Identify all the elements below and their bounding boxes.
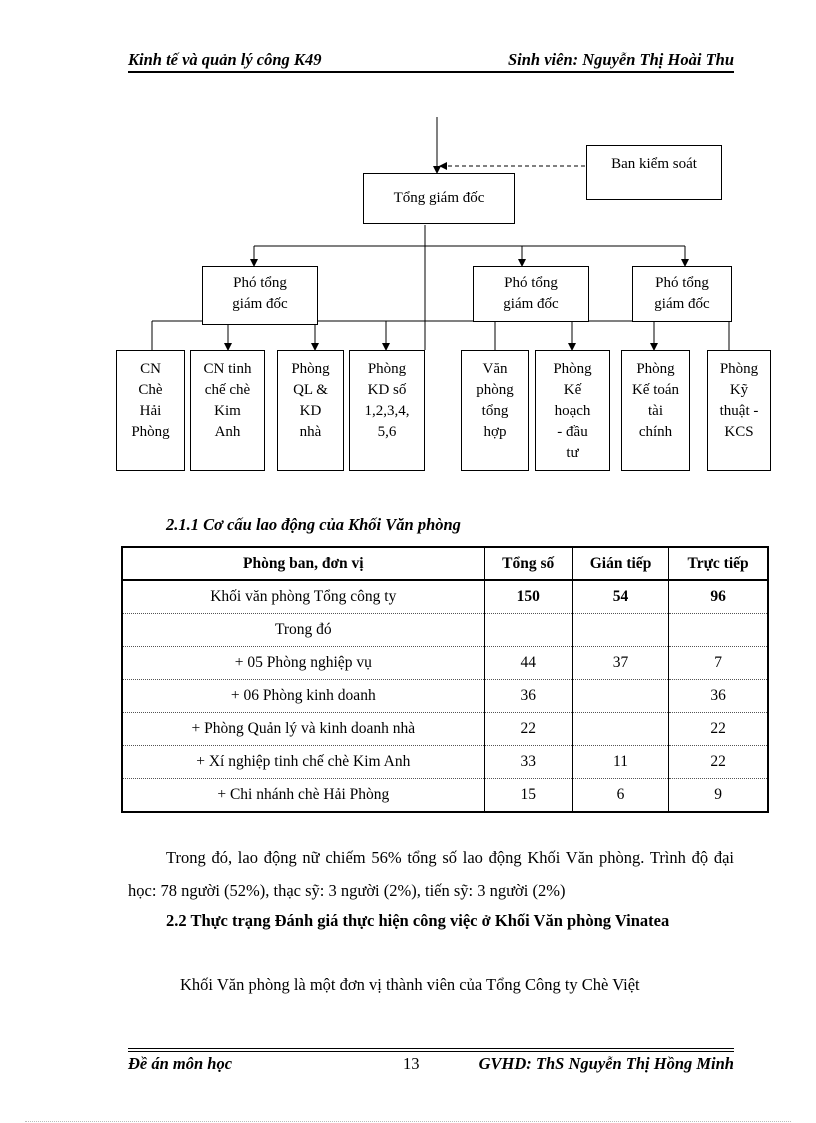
deputy-director-label-3: Phó tổng giám đốc [654,275,710,312]
ceo-box [363,173,515,224]
table-row [122,680,768,713]
unit-label: Phòng Kế toán tài chính [631,361,680,440]
paragraph-intro: Khối Văn phòng là một đơn vị thành viên của Tổng Công ty Chè Việt [180,975,640,994]
unit-box-phong-ky-thuat [707,350,771,471]
unit-box-phong-kd-so [349,350,425,471]
table-cell: 36 [669,680,768,713]
table-cell: + Phòng Quản lý và kinh doanh nhà [122,713,484,746]
table-cell: 44 [484,647,572,680]
unit-box-phong-ke-hoach [535,350,610,471]
unit-box-phong-ke-toan [621,350,690,471]
section-heading: 2.1.1 Cơ cấu lao động của Khối Văn phòng [166,515,461,534]
unit-box-cn-che-hai-phong [116,350,185,471]
table-cell: Khối văn phòng Tổng công ty [122,580,484,614]
table-cell: 37 [572,647,668,680]
unit-box-van-phong-tong-hop [461,350,529,471]
table-cell: 33 [484,746,572,779]
table-row [122,580,768,614]
deputy-director-label-2: Phó tổng giám đốc [503,275,559,312]
unit-label: Phòng Kế hoạch - đầu tư [553,361,592,461]
column-header: Gián tiếp [572,547,668,580]
paragraph-female-ratio: Trong đó, lao động nữ chiếm 56% tổng số lao động Khối Văn phòng. Trình độ đại học: 78 người (52%), thạc sỹ: 3 người (2%), tiến sỹ: 3 người (2%) [128,848,734,900]
table-cell: + 06 Phòng kinh doanh [122,680,484,713]
table-cell: 6 [572,779,668,813]
table-cell: 9 [669,779,768,813]
labor-structure-table [121,546,769,813]
deputy-director-label-1: Phó tổng giám đốc [232,275,288,312]
supervisory-board-label: Ban kiểm soát [611,156,697,172]
table-cell: 150 [484,580,572,614]
table-cell [669,614,768,647]
table-cell: 22 [669,746,768,779]
table-cell: 7 [669,647,768,680]
unit-label: CN Chè Hải Phòng [131,361,170,440]
table-cell [484,614,572,647]
deputy-director-box-2 [473,266,589,322]
deputy-director-box-1 [202,266,318,325]
table-cell: + Xí nghiệp tinh chế chè Kim Anh [122,746,484,779]
footer-rule [128,1048,734,1052]
table-cell: 22 [484,713,572,746]
ceo-label: Tổng giám đốc [393,190,485,206]
header-right: Sinh viên: Nguyễn Thị Hoài Thu [508,50,734,69]
table-cell: 36 [484,680,572,713]
column-header: Tổng số [484,547,572,580]
table-row [122,713,768,746]
table-cell: Trong đó [122,614,484,647]
unit-label: Phòng Kỹ thuật - KCS [719,361,759,440]
page-number: 13 [403,1054,420,1073]
unit-box-cn-kim-anh [190,350,265,471]
column-header: Phòng ban, đơn vị [122,547,484,580]
table-cell [572,680,668,713]
table-cell: 15 [484,779,572,813]
supervisory-board-box [586,145,722,200]
page-edge-dotted-line [25,1121,791,1122]
deputy-director-box-3 [632,266,732,322]
table-cell: 96 [669,580,768,614]
footer-right: GVHD: ThS Nguyễn Thị Hồng Minh [478,1054,734,1073]
table-cell: + Chi nhánh chè Hải Phòng [122,779,484,813]
table-row [122,614,768,647]
unit-box-phong-ql-kd-nha [277,350,344,471]
table-row [122,647,768,680]
table-cell [572,713,668,746]
table-header-row [122,547,768,580]
table-cell: 54 [572,580,668,614]
table-row [122,779,768,813]
unit-label: Phòng KD số 1,2,3,4, 5,6 [364,361,410,440]
column-header: Trực tiếp [669,547,768,580]
header-left: Kinh tế và quản lý công K49 [128,50,322,69]
table-cell: 22 [669,713,768,746]
table-cell [572,614,668,647]
table-row [122,746,768,779]
section-2-2-heading: 2.2 Thực trạng Đánh giá thực hiện công việc ở Khối Văn phòng Vinatea [166,911,670,930]
unit-label: Văn phòng tổng hợp [476,361,514,440]
table-cell: + 05 Phòng nghiệp vụ [122,647,484,680]
unit-label: CN tinh chế chè Kim Anh [203,361,252,440]
footer-left: Đề án môn học [128,1054,233,1073]
unit-label: Phòng QL & KD nhà [291,361,330,440]
table-cell: 11 [572,746,668,779]
